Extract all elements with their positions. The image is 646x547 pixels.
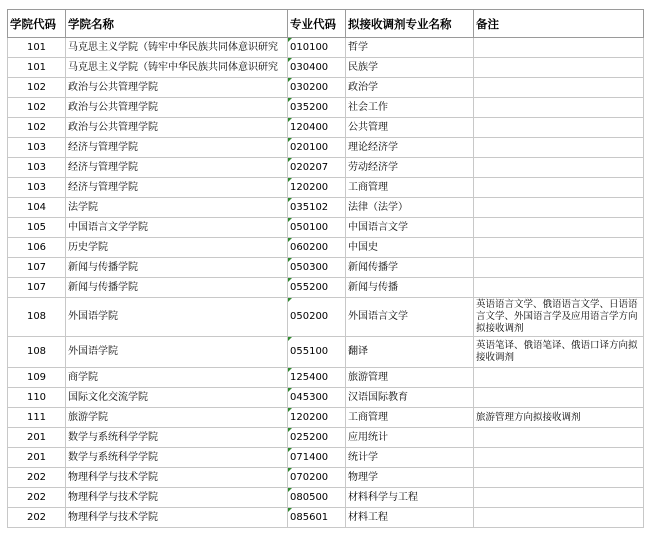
- college-code-cell: 103: [8, 158, 66, 178]
- major-code-cell: 125400: [288, 368, 346, 388]
- college-code-cell: 108: [8, 337, 66, 368]
- major-name-cell: 材料工程: [346, 508, 474, 528]
- major-code-cell: 050200: [288, 298, 346, 337]
- major-code-cell: 060200: [288, 238, 346, 258]
- table-row: [8, 58, 644, 78]
- table-row: [8, 408, 644, 428]
- major-code-cell: 020207: [288, 158, 346, 178]
- table-row: [8, 468, 644, 488]
- note-cell: [474, 118, 644, 138]
- table-row: [8, 368, 644, 388]
- college-code-cell: 109: [8, 368, 66, 388]
- major-name-cell: 翻译: [346, 337, 474, 368]
- note-cell: 旅游管理方向拟接收调剂: [474, 408, 644, 428]
- note-cell: [474, 388, 644, 408]
- college-name-cell: 法学院: [66, 198, 288, 218]
- college-name-cell: 政治与公共管理学院: [66, 98, 288, 118]
- college-code-cell: 202: [8, 488, 66, 508]
- major-name-cell: 政治学: [346, 78, 474, 98]
- major-code-cell: 030200: [288, 78, 346, 98]
- note-cell: [474, 428, 644, 448]
- college-name-cell: 政治与公共管理学院: [66, 78, 288, 98]
- major-name-cell: 新闻与传播: [346, 278, 474, 298]
- major-name-cell: 新闻传播学: [346, 258, 474, 278]
- table-row: [8, 178, 644, 198]
- college-name-cell: 经济与管理学院: [66, 158, 288, 178]
- note-cell: [474, 78, 644, 98]
- college-name-cell: 数学与系统科学学院: [66, 448, 288, 468]
- major-code-cell: 050300: [288, 258, 346, 278]
- college-code-cell: 107: [8, 278, 66, 298]
- note-cell: [474, 58, 644, 78]
- note-cell: [474, 98, 644, 118]
- college-code-cell: 105: [8, 218, 66, 238]
- admissions-table: [7, 9, 644, 528]
- note-cell: [474, 178, 644, 198]
- note-cell: [474, 158, 644, 178]
- table-row: [8, 238, 644, 258]
- college-code-cell: 101: [8, 58, 66, 78]
- table-row: [8, 198, 644, 218]
- major-name-cell: 旅游管理: [346, 368, 474, 388]
- note-cell: [474, 508, 644, 528]
- college-code-cell: 107: [8, 258, 66, 278]
- note-cell: [474, 448, 644, 468]
- table-row: [8, 138, 644, 158]
- major-name-cell: 哲学: [346, 38, 474, 58]
- college-code-cell: 102: [8, 78, 66, 98]
- major-name-cell: 社会工作: [346, 98, 474, 118]
- table-row: [8, 258, 644, 278]
- table-row: [8, 218, 644, 238]
- major-code-cell: 085601: [288, 508, 346, 528]
- college-code-cell: 104: [8, 198, 66, 218]
- major-code-cell: 050100: [288, 218, 346, 238]
- table-row: [8, 488, 644, 508]
- college-code-cell: 106: [8, 238, 66, 258]
- college-name-cell: 物理科学与技术学院: [66, 508, 288, 528]
- note-cell: 英语笔译、俄语笔译、俄语口译方向拟接收调剂: [474, 337, 644, 368]
- college-name-cell: 马克思主义学院（铸牢中华民族共同体意识研究: [66, 58, 288, 78]
- major-code-cell: 035102: [288, 198, 346, 218]
- header-college-code: 学院代码: [8, 10, 66, 38]
- major-name-cell: 劳动经济学: [346, 158, 474, 178]
- college-name-cell: 政治与公共管理学院: [66, 118, 288, 138]
- college-name-cell: 外国语学院: [66, 337, 288, 368]
- major-code-cell: 080500: [288, 488, 346, 508]
- college-code-cell: 102: [8, 118, 66, 138]
- college-code-cell: 102: [8, 98, 66, 118]
- header-major-code: 专业代码: [288, 10, 346, 38]
- header-major-name: 拟接收调剂专业名称: [346, 10, 474, 38]
- major-code-cell: 120200: [288, 408, 346, 428]
- table-row: [8, 278, 644, 298]
- major-code-cell: 045300: [288, 388, 346, 408]
- college-code-cell: 108: [8, 298, 66, 337]
- college-name-cell: 新闻与传播学院: [66, 258, 288, 278]
- note-cell: [474, 468, 644, 488]
- note-cell: [474, 278, 644, 298]
- major-code-cell: 025200: [288, 428, 346, 448]
- major-name-cell: 公共管理: [346, 118, 474, 138]
- college-name-cell: 中国语言文学学院: [66, 218, 288, 238]
- college-name-cell: 商学院: [66, 368, 288, 388]
- major-name-cell: 法律（法学）: [346, 198, 474, 218]
- college-name-cell: 物理科学与技术学院: [66, 468, 288, 488]
- table-row: [8, 508, 644, 528]
- note-cell: [474, 238, 644, 258]
- major-name-cell: 民族学: [346, 58, 474, 78]
- header-note: 备注: [474, 10, 644, 38]
- major-name-cell: 材料科学与工程: [346, 488, 474, 508]
- table-body: [8, 38, 644, 528]
- major-name-cell: 理论经济学: [346, 138, 474, 158]
- major-name-cell: 工商管理: [346, 408, 474, 428]
- major-name-cell: 外国语言文学: [346, 298, 474, 337]
- major-name-cell: 工商管理: [346, 178, 474, 198]
- major-code-cell: 020100: [288, 138, 346, 158]
- major-code-cell: 030400: [288, 58, 346, 78]
- major-name-cell: 物理学: [346, 468, 474, 488]
- note-cell: [474, 488, 644, 508]
- college-name-cell: 新闻与传播学院: [66, 278, 288, 298]
- major-name-cell: 统计学: [346, 448, 474, 468]
- note-cell: [474, 258, 644, 278]
- college-name-cell: 经济与管理学院: [66, 138, 288, 158]
- major-name-cell: 汉语国际教育: [346, 388, 474, 408]
- table-row: [8, 388, 644, 408]
- college-code-cell: 103: [8, 138, 66, 158]
- college-name-cell: 旅游学院: [66, 408, 288, 428]
- major-code-cell: 055200: [288, 278, 346, 298]
- major-name-cell: 中国史: [346, 238, 474, 258]
- note-cell: [474, 138, 644, 158]
- college-name-cell: 经济与管理学院: [66, 178, 288, 198]
- major-code-cell: 120400: [288, 118, 346, 138]
- note-cell: [474, 38, 644, 58]
- college-code-cell: 103: [8, 178, 66, 198]
- major-code-cell: 071400: [288, 448, 346, 468]
- header-college-name: 学院名称: [66, 10, 288, 38]
- table-row: [8, 448, 644, 468]
- header-row: [8, 10, 644, 38]
- college-name-cell: 马克思主义学院（铸牢中华民族共同体意识研究: [66, 38, 288, 58]
- table-row: [8, 337, 644, 368]
- table-row: [8, 428, 644, 448]
- note-cell: [474, 368, 644, 388]
- major-code-cell: 035200: [288, 98, 346, 118]
- note-cell: [474, 198, 644, 218]
- major-code-cell: 010100: [288, 38, 346, 58]
- college-code-cell: 101: [8, 38, 66, 58]
- table-row: [8, 118, 644, 138]
- college-code-cell: 110: [8, 388, 66, 408]
- table-row: [8, 98, 644, 118]
- note-cell: 英语语言文学、俄语语言文学、日语语言文学、外国语言学及应用语言学方向拟接收调剂: [474, 298, 644, 337]
- college-name-cell: 物理科学与技术学院: [66, 488, 288, 508]
- college-name-cell: 历史学院: [66, 238, 288, 258]
- table-row: [8, 38, 644, 58]
- college-code-cell: 111: [8, 408, 66, 428]
- major-code-cell: 055100: [288, 337, 346, 368]
- college-name-cell: 数学与系统科学学院: [66, 428, 288, 448]
- college-code-cell: 201: [8, 448, 66, 468]
- table-row: [8, 158, 644, 178]
- table-row: [8, 298, 644, 337]
- college-code-cell: 202: [8, 468, 66, 488]
- college-name-cell: 国际文化交流学院: [66, 388, 288, 408]
- college-name-cell: 外国语学院: [66, 298, 288, 337]
- major-code-cell: 120200: [288, 178, 346, 198]
- college-code-cell: 201: [8, 428, 66, 448]
- major-code-cell: 070200: [288, 468, 346, 488]
- major-name-cell: 中国语言文学: [346, 218, 474, 238]
- college-code-cell: 202: [8, 508, 66, 528]
- note-cell: [474, 218, 644, 238]
- table-row: [8, 78, 644, 98]
- major-name-cell: 应用统计: [346, 428, 474, 448]
